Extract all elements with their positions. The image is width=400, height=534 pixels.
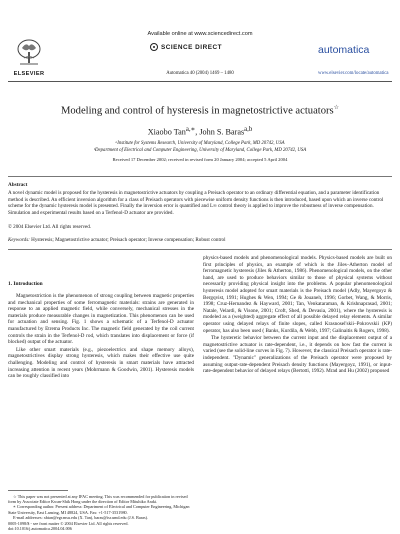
abstract-top-divider bbox=[8, 176, 392, 177]
sciencedirect-circle-icon bbox=[150, 43, 158, 51]
intro-paragraph-2: Like other smart materials (e.g., piezoelectrics and shape memory alloys), magnetostrictives display strong hysteresis, which makes their effective use quite challenging. Modeling and control of hysteresis in smart materials have attracted increasing attention in recent years (Mohrmann & Goodwin, 2001). Hysteresis models can be roughly classified into bbox=[8, 346, 194, 380]
elsevier-tree-logo bbox=[14, 38, 44, 68]
title-footnote-mark[interactable]: ☆ bbox=[333, 105, 340, 111]
elsevier-wordmark: ELSEVIER bbox=[13, 71, 45, 77]
available-online-line: Available online at www.sciencedirect.com bbox=[147, 31, 253, 37]
abstract-bottom-divider bbox=[8, 249, 392, 250]
footnote-corresponding: ∗ Corresponding author. Present address: Department of Electrical and Computer Engineering, Michigan State University, East Lansing, MI 48824, USA. Fax: +1-517-3531980. bbox=[8, 504, 190, 515]
issn-line: 0005-1098/$ - see front matter © 2004 Elsevier Ltd. All rights reserved. bbox=[8, 521, 129, 526]
intro-paragraph-1: Magnetostriction is the phenomenon of strong coupling between magnetic properties and mechanical properties of some ferromagnetic materials: strains are generated in response to an applied magnetic field, while conversely, mechanical stresses in the materials produce measurable changes in magnetization. This phenomenon can be used for actuation and sensing. Fig. 1 shows a schematic of a Terfenol-D actuator manufactured by Etrema Products Inc. The magnetic field generated by the coil current controls the strain in the Terfenol-D rod, which translates into displacement or force (if blocked) output of the actuator. bbox=[8, 293, 194, 346]
intro-paragraph-3: physics-based models and phenomenological models. Physics-based models are built on first principles of physics, an example of which is the Jiles–Atherton model of ferromagnetic hysteresis (Jiles & Atherton, 1986). Phenomenological models, on the other hand, are used to produce behaviors similar to those of physical systems without necessarily providing physical insight into the problems. A popular phenomenological hysteresis model adopted for smart materials is the Preisach model (Adly, Mayergoyz & Bergqvist, 1991; Hughes & Wen, 1994; Ge & Jouaneh, 1996; Gorbet, Wang, & Morris, 1998; Cruz-Hernandez & Hayward, 2001; Tan, Venkataraman, & Krishnaprasad, 2001; Natale, Velardi, & Visone, 2001; Croft, Shed, & Devasia, 2001), where the hysteresis is modeled as a (weighted) aggregate effect of all possible delayed relay elements. A similar operator using delayed relays of finite slopes, called Krasnosel'skii–Pokrovskii (KP) operator, has also been used ( Banks, Kurdila, & Webb, 1997; Galinaitis & Rogers, 1998). bbox=[203, 255, 392, 334]
footnotes bbox=[8, 494, 194, 520]
keywords-list: Hysteresis; Magnetostrictive actuator; Preisach operator; Inverse compensation; Robust control bbox=[29, 237, 226, 243]
author-line bbox=[0, 125, 400, 137]
journal-name: automatica bbox=[318, 44, 370, 56]
keywords-label: Keywords: bbox=[8, 237, 30, 243]
title-text: Modeling and control of hysteresis in magnetostrictive actuators bbox=[60, 105, 334, 117]
received-dates: Received 17 December 2002; received in revised form 20 January 2004; accepted 5 April 2004 bbox=[112, 157, 288, 162]
author-1: Xiaobo Tan bbox=[147, 127, 186, 137]
affiliation-b: ᵇDepartment of Electrical and Computer Engineering, University of Maryland, College Park, MD 20742, USA bbox=[93, 148, 307, 153]
intro-paragraph-4: The hysteretic behavior between the current input and the displacement output of a magnetostrictive actuator is rate-dependent, i.e., it depends on how fast the current is varied (see the solid-line curves in Fig. 7). However, the classical Preisach operator is rate-independent. "Dynamic" generalizations of the Preisach operator were proposed by assuming output-rate-dependent Preisach density functions (Mayergoyz, 1991), or input-rate-dependent behavior of delayed relays (Bertotti, 1992). Mrad and Hu (2002) proposed bbox=[203, 335, 392, 375]
footnote-divider bbox=[8, 490, 68, 491]
sciencedirect-brand: SCIENCE DIRECT bbox=[161, 43, 222, 51]
left-column bbox=[8, 293, 194, 380]
section-heading-introduction: 1. Introduction bbox=[8, 281, 43, 287]
issn-doi bbox=[8, 521, 129, 531]
affiliation-a: ᵃInstitute for Systems Research, University of Maryland, College Park, MD 20742, USA bbox=[115, 141, 285, 146]
header-divider bbox=[8, 81, 392, 82]
abstract-copyright: © 2004 Elsevier Ltd. All rights reserved. bbox=[8, 224, 92, 230]
keywords bbox=[8, 237, 392, 243]
abstract-body: A novel dynamic model is proposed for the hysteresis in magnetostrictive actuators by coupling a Preisach operator to an ordinary differential equation, and a parameter identification method is described. An efficient inversion algorithm for a class of Preisach operators with piecewise uniform density functions is then introduced, based upon which an inverse control scheme for the dynamic hysteresis model is presented. Finally the inversion error is quantified and L∞ control theory is applied to improve the robustness of inverse compensation. Simulation and experimental results based on a Terfenol-D actuator are provided. bbox=[8, 190, 384, 217]
footnote-email: E-mail addresses: xbtan@egr.msu.edu (X. Tan), baras@isr.umd.edu (J.S. Baras). bbox=[13, 514, 149, 520]
abstract-heading: Abstract bbox=[8, 182, 28, 188]
doi-line: doi:10.1016/j.automatica.2004.04.006 bbox=[8, 526, 72, 531]
journal-reference: Automatica 40 (2004) 1469 – 1480 bbox=[166, 71, 234, 76]
author-2: , John S. Baras bbox=[195, 127, 245, 137]
article-title bbox=[0, 104, 400, 117]
author-1-affil[interactable]: a,∗ bbox=[185, 126, 196, 133]
footnote-star: ☆ This paper was not presented at any IFAC meeting. This was recommended for publication in revised form by Associate Editor Kwan-Shik Hong under the direction of Editor Mituhiko Araki. bbox=[8, 494, 188, 505]
sciencedirect-logo bbox=[150, 41, 222, 53]
journal-url-link[interactable]: www.elsevier.com/locate/automatica bbox=[318, 71, 389, 76]
author-2-affil[interactable]: a,b bbox=[244, 126, 253, 133]
right-column bbox=[203, 255, 392, 375]
